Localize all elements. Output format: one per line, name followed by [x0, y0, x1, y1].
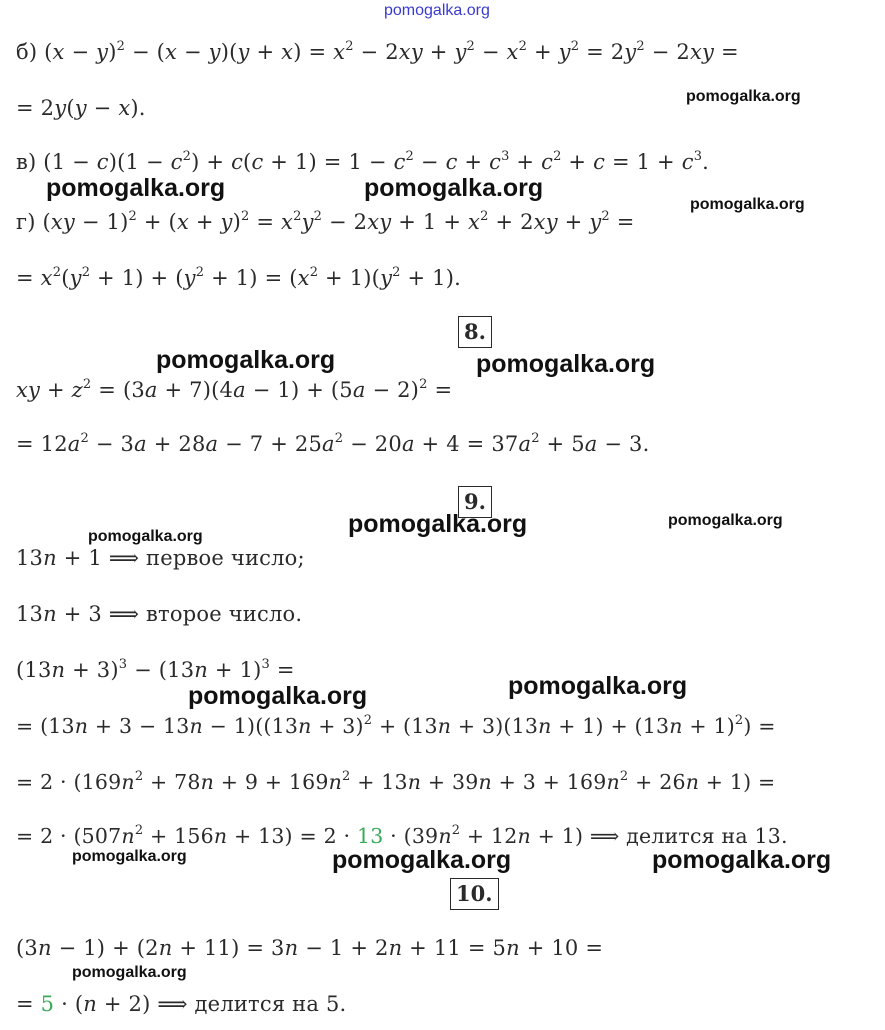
- math-line-10-2: = 5 · (n + 2) ⟹ делится на 5.: [16, 992, 347, 1016]
- watermark: pomogalka.org: [686, 88, 801, 105]
- watermark: pomogalka.org: [72, 964, 187, 981]
- problem-number-8: 8.: [458, 316, 492, 348]
- watermark: pomogalka.org: [364, 174, 544, 202]
- first-number-note: ⟹ первое число;: [101, 546, 305, 570]
- divisible-5-note: ⟹ делится на 5.: [150, 992, 347, 1016]
- equals-sign: =: [16, 266, 41, 290]
- label-b: б): [16, 40, 45, 64]
- watermark: pomogalka.org: [508, 672, 688, 700]
- watermark: pomogalka.org: [690, 196, 805, 213]
- problem-number-9: 9.: [458, 486, 492, 518]
- highlight-5: 5: [40, 992, 55, 1016]
- math-line-8-2: = $12a^2 - 3a + 28a - 7 + 25a^2 - 20a + 4 = 37a^2 + 5a - 3$.: [16, 431, 650, 456]
- problem-number-10: 10.: [450, 878, 499, 910]
- watermark: pomogalka.org: [476, 350, 656, 378]
- math-line-g-1: г) $(xy - 1)^2 + (x + y)^2 = x^2y^2 - 2xy + 1 + x^2 + 2xy + y^2$ =: [16, 209, 635, 234]
- math-line-9-3: $(13n + 3)^3 - (13n + 1)^3$ =: [16, 657, 295, 682]
- watermark: pomogalka.org: [72, 848, 187, 865]
- header-site-link[interactable]: pomogalka.org: [384, 2, 490, 19]
- second-number-note: ⟹ второе число.: [101, 602, 303, 626]
- highlight-13: 13: [356, 824, 384, 848]
- math-line-b-2: = 2y(y − x).: [16, 96, 146, 120]
- math-line-9-2: 13n + 3 ⟹ второе число.: [16, 602, 303, 626]
- watermark: pomogalka.org: [88, 528, 203, 545]
- math-line-9-6: = $2 \cdot (507n^2 + 156n + 13) = 2 \cdot 13 \cdot (39n^2 + 12n + 1)$ ⟹ делится на 13.: [16, 823, 788, 848]
- math-line-10-1: (3n − 1) + (2n + 11) = 3n − 1 + 2n + 11 = 5n + 10 =: [16, 936, 604, 960]
- equals-sign: =: [16, 96, 41, 120]
- math-line-9-5: = $2 \cdot (169n^2 + 78n + 9 + 169n^2 + 13n + 39n + 3 + 169n^2 + 26n + 1)$ =: [16, 769, 776, 794]
- math-line-b-1: б) $(x - y)^2 - (x - y)(y + x) = x^2 - 2xy + y^2 - x^2 + y^2 = 2y^2 - 2xy$ =: [16, 39, 739, 64]
- watermark: pomogalka.org: [652, 846, 832, 874]
- divisible-13-note: ⟹ делится на 13.: [583, 824, 788, 848]
- label-v: в): [16, 150, 44, 174]
- watermark: pomogalka.org: [156, 346, 336, 374]
- watermark: pomogalka.org: [46, 174, 226, 202]
- math-line-v-1: в) $(1 - c)(1 - c^2) + c(c + 1) = 1 - c^2 - c + c^3 + c^2 + c = 1 + c^3$.: [16, 149, 710, 174]
- label-g: г): [16, 210, 43, 234]
- watermark: pomogalka.org: [332, 846, 512, 874]
- watermark: pomogalka.org: [188, 682, 368, 710]
- watermark: pomogalka.org: [348, 510, 528, 538]
- math-line-g-2: = $x^2(y^2 + 1) + (y^2 + 1) = (x^2 + 1)(y^2 + 1)$.: [16, 265, 462, 290]
- math-line-9-1: 13n + 1 ⟹ первое число;: [16, 546, 305, 570]
- watermark: pomogalka.org: [668, 512, 783, 529]
- math-line-9-4: = $(13n + 3 - 13n - 1)((13n + 3)^2 + (13n + 3)(13n + 1) + (13n + 1)^2)$ =: [16, 713, 776, 738]
- math-line-8-1: xy + $z^2 = (3a + 7)(4a - 1) + (5a - 2)^2$ =: [16, 377, 453, 402]
